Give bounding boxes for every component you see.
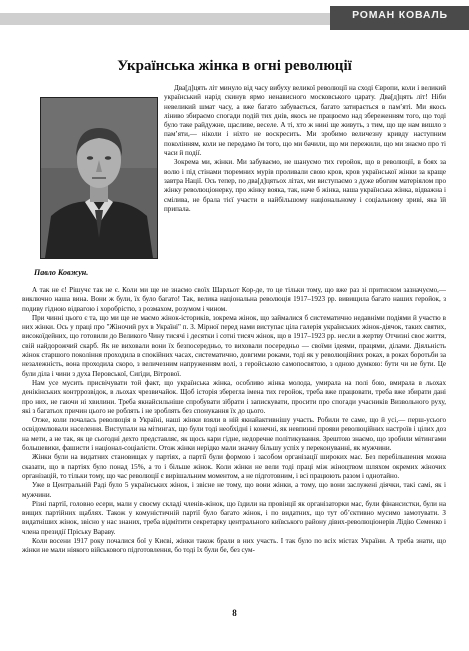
paragraph: Жінки були на видатних становищах у партіях, а партії були формою і засобом організації широких мас. Без перебільшення можна сказати, що в партіях було понад 15%, а то і більше жінок. Коли жінки не вели тоді праці між жіноцтвом шляхом окремих жіночих організацій, то тільки тому, що час революції є вирішальним моментом, а не підготовним, і всі працюють разом і однотайно.: [22, 453, 446, 480]
article-text-body: [22, 286, 446, 556]
paragraph: Нам усе мусить присвічувати той факт, що українська жінка, особливо жінка молода, умирала на полі бою, вмирала в льохах денікінських контррозвідок, в льохах чрезвичайок. Щоб історія зберегла імена тих геройок, треба вже працювати, треба вже збирати дані про них, не гаючи ні хвилини. Треба якнайсильніше спробувати зібрати і запискувати, просити про спогади учасників Визвольного руху, які з багатьох причин цього не роблять і не зроблять без спонукання їх до цього.: [22, 378, 446, 415]
paragraph: Уже в Центральній Раді було 5 українських жінок, і звісне не тому, що вони жінки, а тому, що вони заслужені діячки, такі самі, як і мужчини.: [22, 481, 446, 499]
running-header: [0, 0, 469, 34]
header-rule: [0, 13, 330, 25]
portrait-illustration: [41, 98, 157, 258]
portrait-photo: [40, 97, 158, 259]
paragraph: Різні партії, головно есери, мали у своєму складі членів-жінок, що їздили на провінції як організаторки мас, були фінансистки, були на вищих партійних щаблях. Також у комуністичній партії було багато жінок, і по видатних, що тут об’єктивно мусимо замотувати. З видатніших жінок, звісно у нас знаних, треба відмітити секретарку центрального київського району дівих-революціонерів Лідію Семенко і члена президії Пріську Вараву.: [22, 499, 446, 536]
paragraph: Зокрема ми, жінки. Ми забуваємо, не шануємо тих геройок, що в революції, в боях за волю і під стінами тюремних мурів проливали свою кров, кров української жінки за краще завтра Нації. Ось тепер, по два[д]цятьох літах, ми виступаємо з дуже вбогим матеріялом про жінку революціонерку, про жінку вояка, так, наче б жінка, наша українська жінка, відважна і смілива, не брала тієї участи в найбільшому національному і соціальному зриві, яка їй припала.: [164, 158, 446, 213]
paragraph: Два[д]цять літ минуло від часу вибуху великої революції на сході Європи, коли і великий український нарід скинув ярмо ненависного московського царату. Два[д]цять літ! Ніби невеликий шмат часу, а вже багато забувається, багато затирається в пам’яті. Ми якось ліниво збираємо спогади подій тих днів, якось не працюємо над збереженням того, що тоді було таке райдужне, щасливе, веселе. А ті, хто ж нині ще живуть, з тим, що ще нам вишло з пам’яти,— ніколи і ніхто не воскресить. Ми зробимо величезну кривду наступним поколінням, коли не передамо їм того, що ми бачили, що ми пережили, що ми знаємо про ті часи й події.: [164, 84, 446, 158]
paragraph: Коли восени 1917 року почалися бої у Києві, жінки також брали в них участь. І так було по всіх містах України. А треба знати, що жінки не мали ніякого військового підготовлення, бо тоді їх були бе, без сум-: [22, 537, 446, 555]
photo-caption: Павло Ковжун.: [34, 268, 89, 277]
paragraph: Отже, коли почалась революція в Україні, наші жінки взяли в ній якнайактивнішу участь. Робили те саме, що й усі,— перш-усього освідомлювали населення. Виступали на мітингах, що були тоді необхідні і конечні, як невпинні прояви революційних настроїв і цілих доз на мети, а не так, як це сьогодні дехто представляє, як щось кари гідне, недоречне політикування. Зрештою знаємо, що зробили мітингами большевики, фашисти і націонал-соціалісти. Отож жінки нерідко мали значну більшу успіх у переконуванні, як мужчини.: [22, 416, 446, 453]
page-number: 8: [232, 608, 237, 618]
running-header-author: РОМАН КОВАЛЬ: [352, 9, 448, 21]
paragraph: А так не є! Рішучє так не є. Коли ми ще не знаємо своїх Шарльот Кор-де, то це тільки тому, що вже раз зі притиском зазначуємо,— виключно наша вина. Вони ж були, їх було багато! Так, велика національна революція 1917–1923 рр. вивищила багато наших геройок, з подиву гідною відвагою і хоробрістю, з розмахом, розумом і чином.: [22, 286, 446, 313]
article-title: Українська жінка в огні революції: [117, 58, 352, 74]
paragraph: При чинні цього є та, що ми ще не маємо жінок-істориків, зокрема жінок, що займалися б систематично недавніми подіями й участю в них жінки. Ось у праці про "Жіночий рух в Україні" п. З. Мірної перед нами виступає ціла галерія українських жінок-діячок, таких святих, високоїдейних, що готовили до Великого Чину тисячі і десятки і сотні тисяч жінок, що в 1917–1923 рр. несли в жертву Отчизні своє життя, свій найдорожчий скарб. Як не виховали вони їх безпосередньо, то виховали посередньо — своїми ідеями, працями, ділами. Діяльність жінок старшого покоління проходила в спокійних часах, систематично, довгими роками, тоді як у революційних роках, в роках боротьби за незалежність, вона проходила скоро, з величезним напруженням волі, з геройською самопосвятою, з одною думкою: бути чи не бути. Це були діла і чини з духа Перовської, Сиґіди, Вітрової.: [22, 313, 446, 378]
article-text-top: [164, 84, 446, 214]
